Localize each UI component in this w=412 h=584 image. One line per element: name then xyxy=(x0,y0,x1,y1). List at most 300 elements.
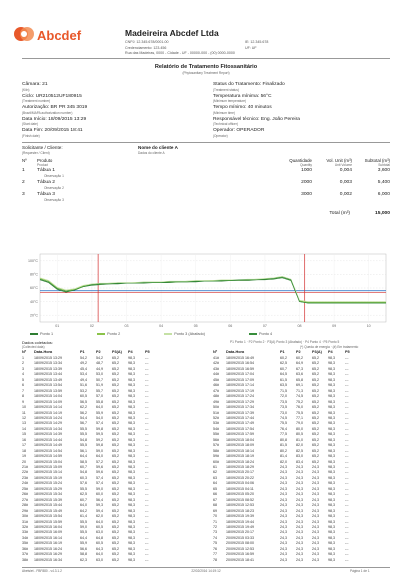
data-cell: 65,2 xyxy=(112,443,119,448)
data-cell: 98,3 xyxy=(328,470,335,475)
data-cell: 6 xyxy=(22,383,24,388)
data-cell: 18/09/2015 14:54 xyxy=(34,448,62,453)
data-cell: 46# xyxy=(213,383,219,388)
data-cell: 34# xyxy=(22,535,28,540)
product-header-subtotal: Subtotal (m³) xyxy=(364,158,390,163)
data-cell: 98,3 xyxy=(128,541,135,546)
data-cell: 18/09/2015 13:29 xyxy=(34,356,62,360)
x-tick-label: 04 xyxy=(159,324,164,328)
data-cell: 82,0 xyxy=(280,459,287,464)
data-cell: --- xyxy=(345,454,349,459)
data-cell: 56,5 xyxy=(80,399,87,404)
data-cell: 54,2 xyxy=(80,356,87,360)
data-cell: 98,3 xyxy=(328,492,335,497)
data-cell: 73 xyxy=(213,530,217,535)
brand-name: Abcdef xyxy=(37,28,82,43)
legend-swatch xyxy=(249,333,257,335)
data-cell: 24,3 xyxy=(312,492,319,497)
data-cell: 75,2 xyxy=(296,399,303,404)
x-tick-label: 02 xyxy=(89,324,94,328)
data-cell: 59,6 xyxy=(96,470,103,475)
data-cell: 62 xyxy=(213,470,217,475)
data-cell: --- xyxy=(345,399,349,404)
data-cell: 65,8 xyxy=(296,377,303,382)
data-cell: 24,3 xyxy=(312,514,319,519)
data-cell: 24,3 xyxy=(312,557,319,562)
footer-timestamp: 22/02/2016 14:19:12 xyxy=(191,569,221,573)
data-cell: 98,3 xyxy=(128,481,135,486)
data-cell: --- xyxy=(345,535,349,540)
data-cell: --- xyxy=(145,410,149,415)
data-cell: 18/09/2015 17:59 xyxy=(226,432,254,437)
data-cell: 18/09/2015 20:17 xyxy=(226,530,254,535)
data-cell: 98,3 xyxy=(328,383,335,388)
data-cell: 73,5 xyxy=(280,399,287,404)
data-cell: 24,3 xyxy=(296,465,303,469)
data-cell: 56# xyxy=(213,437,219,442)
data-cell: --- xyxy=(345,530,349,535)
data-cell: 65,2 xyxy=(312,454,319,459)
data-cell: 24,3 xyxy=(280,503,287,508)
data-cell: 98,3 xyxy=(128,394,135,399)
data-cell: 80,0 xyxy=(296,426,303,431)
data-cell: 63,6 xyxy=(296,372,303,377)
data-cell: 60,5 xyxy=(96,524,103,529)
product-obs: Observação 3 xyxy=(44,198,64,202)
data-header: P5 xyxy=(145,350,150,354)
data-cell: --- xyxy=(145,388,149,393)
data-cell: 98,3 xyxy=(328,437,335,442)
data-cell: 98,3 xyxy=(328,377,335,382)
data-cell: --- xyxy=(145,486,149,491)
data-cell: 98,3 xyxy=(328,432,335,437)
data-cell: 18/09/2015 17:44 xyxy=(226,415,254,420)
data-cell: --- xyxy=(345,514,349,519)
data-cell: 65,2 xyxy=(312,459,319,464)
data-cell: 18/09/2015 13:44 xyxy=(34,372,62,377)
legend-label: Ponto 3 (Abafado) xyxy=(174,332,206,336)
data-cell: 64,0 xyxy=(96,454,103,459)
data-cell: 98,3 xyxy=(128,535,135,540)
data-cell: 62,5 xyxy=(280,361,287,366)
data-cell: 24,3 xyxy=(312,524,319,529)
data-cell: 62,3 xyxy=(80,557,87,562)
data-cell: 24,3 xyxy=(296,535,303,540)
data-cell: --- xyxy=(145,356,149,360)
data-cell: 24,3 xyxy=(312,530,319,535)
data-cell: --- xyxy=(145,405,149,410)
data-cell: 65,2 xyxy=(112,475,119,480)
data-cell: 65,2 xyxy=(312,356,319,360)
data-cell: --- xyxy=(145,519,149,524)
data-cell: 83,4 xyxy=(296,459,303,464)
data-cell: 22# xyxy=(22,470,28,475)
data-cell: 45,4 xyxy=(80,366,87,371)
data-cell: 56,7 xyxy=(80,421,87,426)
data-cell: 98,3 xyxy=(128,530,135,535)
data-cell: --- xyxy=(145,366,149,371)
data-cell: 65,2 xyxy=(112,437,119,442)
data-cell: 18/09/2015 16:49 xyxy=(226,356,254,360)
data-cell: 55,9 xyxy=(80,541,87,546)
data-cell: 54# xyxy=(213,426,219,431)
product-header-unit: Vol. Unit (m³) xyxy=(326,158,352,163)
data-cell: 98,3 xyxy=(328,557,335,562)
data-cell: 65,2 xyxy=(112,546,119,551)
data-cell: 74 xyxy=(213,535,217,540)
info-right-sub: (Treatment status) xyxy=(213,87,239,92)
data-cell: 60,2 xyxy=(280,356,287,360)
info-left-label: Data Início: 18/09/2015 13:29 xyxy=(22,116,87,122)
product-unit-volume: 0,003 xyxy=(339,180,352,185)
data-cell: --- xyxy=(345,475,349,480)
data-cell: 98,3 xyxy=(328,454,335,459)
data-cell: 98,3 xyxy=(328,410,335,415)
data-cell: 80,2 xyxy=(280,448,287,453)
data-cell: 24,3 xyxy=(296,541,303,546)
info-left-sub: (Brazil/MAPA authorization number) xyxy=(22,110,73,115)
data-cell: 24,3 xyxy=(312,481,319,486)
data-cell: 65,2 xyxy=(312,415,319,420)
data-cell: 98,3 xyxy=(328,497,335,502)
data-header: P3(A) xyxy=(112,350,122,354)
data-cell: --- xyxy=(345,372,349,377)
data-cell: 24,3 xyxy=(280,514,287,519)
data-cell: 24,3 xyxy=(312,541,319,546)
data-legend-symbols: (*) Queda de energia · (#) Em tratamento xyxy=(300,344,359,349)
data-cell: 98,3 xyxy=(128,524,135,529)
data-cell: 18/09/2015 15:29 xyxy=(34,486,62,491)
product-subtotal: 5,400 xyxy=(377,180,390,185)
data-cell: 24,3 xyxy=(296,557,303,562)
data-cell: 76,0 xyxy=(296,405,303,410)
data-header: P4 xyxy=(128,350,133,354)
data-cell: 54,2 xyxy=(96,356,103,360)
data-cell: 98,3 xyxy=(128,415,135,420)
data-cell: --- xyxy=(345,426,349,431)
data-cell: 81,0 xyxy=(296,437,303,442)
data-cell: 55,7 xyxy=(96,388,103,393)
data-cell: 65,2 xyxy=(112,530,119,535)
data-header: P3(A) xyxy=(312,350,322,354)
data-cell: 64,0 xyxy=(96,405,103,410)
data-cell: 24,3 xyxy=(312,552,319,557)
product-obs: Observação 2 xyxy=(44,186,64,190)
data-cell: 98,3 xyxy=(128,421,135,426)
data-cell: 98,3 xyxy=(328,405,335,410)
data-cell: 12 xyxy=(22,415,26,420)
report-subtitle: (Phytosanitary Treatment Report) xyxy=(182,71,230,75)
data-cell: --- xyxy=(145,448,149,453)
data-cell: 65,2 xyxy=(112,377,119,382)
data-cell: --- xyxy=(145,432,149,437)
data-cell: 57# xyxy=(213,443,219,448)
data-cell: 98,3 xyxy=(128,388,135,393)
info-left-label: Ciclo: UR210512UF180915 xyxy=(22,93,82,99)
data-cell: 58# xyxy=(213,448,219,453)
legend-item xyxy=(164,332,205,336)
data-cell: 82,5 xyxy=(296,448,303,453)
data-cell: 74,5 xyxy=(296,394,303,399)
data-cell: 24,3 xyxy=(280,519,287,524)
data-cell: 44# xyxy=(213,372,219,377)
company-address: Rua das Madeiras, 0000 - Cidade - UF - 00000-000 - (00) 0000-0000 xyxy=(125,51,235,55)
data-cell: 78 xyxy=(213,557,217,562)
data-cell: --- xyxy=(145,383,149,388)
data-cell: 65,2 xyxy=(112,514,119,519)
data-cell: --- xyxy=(345,481,349,486)
data-cell: 64,0 xyxy=(96,519,103,524)
data-cell: 18/09/2015 20:22 xyxy=(226,475,254,480)
data-cell: 13 xyxy=(22,421,26,426)
data-cell: 24# xyxy=(22,481,28,486)
product-name: Tábua 1 xyxy=(37,168,55,173)
data-cell: 98,3 xyxy=(128,470,135,475)
data-cell: 18/09/2015 18:09 xyxy=(226,443,254,448)
data-cell: --- xyxy=(145,465,149,469)
data-cell: 18/09/2015 16:34 xyxy=(34,557,62,562)
data-cell: 24,3 xyxy=(296,546,303,551)
data-cell: 98,3 xyxy=(128,552,135,557)
product-unit-volume: 0,004 xyxy=(339,168,352,173)
data-cell: --- xyxy=(145,454,149,459)
data-cell: 63,0 xyxy=(96,530,103,535)
data-cell: 76,4 xyxy=(280,426,287,431)
x-tick-label: 05 xyxy=(193,324,198,328)
data-cell: 18/09/2015 14:09 xyxy=(34,399,62,404)
data-cell: 60,7 xyxy=(280,366,287,371)
data-cell: 98,3 xyxy=(328,421,335,426)
data-cell: 71,3 xyxy=(296,388,303,393)
data-cell: 98,3 xyxy=(328,394,335,399)
data-cell: 18/09/2015 17:54 xyxy=(226,426,254,431)
data-cell: 69 xyxy=(213,508,217,513)
data-header: P4 xyxy=(328,350,333,354)
data-cell: --- xyxy=(145,503,149,508)
data-cell: 65,2 xyxy=(312,443,319,448)
data-cell: 18/09/2015 15:19 xyxy=(34,475,62,480)
data-cell: --- xyxy=(345,557,349,562)
product-total-label: Total (m³) xyxy=(329,211,350,216)
client-label-sub: (Requester / Client) xyxy=(22,150,50,155)
data-cell: 20 xyxy=(22,459,26,464)
data-cell: --- xyxy=(345,443,349,448)
data-cell: 8 xyxy=(22,394,24,399)
data-cell: 98,3 xyxy=(328,519,335,524)
data-cell: 18/09/2015 16:09 xyxy=(34,530,62,535)
data-cell: 61 xyxy=(213,465,217,469)
data-cell: 57,0 xyxy=(96,394,103,399)
data-cell: 98,3 xyxy=(328,481,335,486)
data-cell: --- xyxy=(345,383,349,388)
data-cell: 98,3 xyxy=(128,454,135,459)
data-cell: 66 xyxy=(213,492,217,497)
data-cell: 24,3 xyxy=(296,470,303,475)
legend-label: Ponto 2 xyxy=(107,332,121,336)
data-caption-sub: (Collected data) xyxy=(22,344,45,349)
data-cell: 56,4 xyxy=(96,497,103,502)
data-cell: --- xyxy=(145,508,149,513)
data-cell: 18/09/2015 17:04 xyxy=(226,372,254,377)
data-cell: 18 xyxy=(22,448,26,453)
data-cell: 75,5 xyxy=(280,421,287,426)
data-cell: 32# xyxy=(22,524,28,529)
data-cell: 65,2 xyxy=(112,465,119,469)
data-cell: 54,8 xyxy=(80,470,87,475)
data-header: Data-Hora xyxy=(226,350,245,354)
data-cell: 60# xyxy=(213,459,219,464)
data-cell: 65,2 xyxy=(112,481,119,486)
info-left-label: Autorização: BR PR 345 3019 xyxy=(22,105,88,110)
data-cell: 64,4 xyxy=(80,454,87,459)
client-name: Nome do cliente A xyxy=(138,145,178,150)
data-cell: --- xyxy=(145,530,149,535)
data-cell: 59,4 xyxy=(96,508,103,513)
data-cell: 28# xyxy=(22,503,28,508)
data-cell: 65,2 xyxy=(112,394,119,399)
data-cell: 18/09/2015 14:19 xyxy=(34,410,62,415)
data-cell: 65,2 xyxy=(312,372,319,377)
data-cell: 98,3 xyxy=(328,399,335,404)
data-cell: --- xyxy=(345,524,349,529)
data-cell: 59,0 xyxy=(96,448,103,453)
company-uf: UF: UF xyxy=(245,45,257,50)
legend-swatch xyxy=(97,333,105,335)
data-cell: 67 xyxy=(213,497,217,502)
data-cell: 57,4 xyxy=(96,481,103,486)
product-num: 3 xyxy=(22,192,25,197)
data-cell: --- xyxy=(345,503,349,508)
data-cell: 24,3 xyxy=(312,465,319,469)
data-cell: 50# xyxy=(213,405,219,410)
data-cell: 65,2 xyxy=(312,432,319,437)
data-cell: 44,9 xyxy=(96,366,103,371)
data-cell: 65,2 xyxy=(112,486,119,491)
data-cell: 67,3 xyxy=(296,366,303,371)
data-cell: 18/09/2015 19:39 xyxy=(226,514,254,519)
data-cell: 18/09/2015 15:59 xyxy=(34,519,62,524)
data-cell: 37# xyxy=(22,552,28,557)
data-cell: 24,3 xyxy=(280,470,287,475)
data-cell: 24,3 xyxy=(312,470,319,475)
data-header: Data-Hora xyxy=(34,350,53,354)
x-tick-label: 03 xyxy=(124,324,129,328)
data-cell: 5 xyxy=(22,377,24,382)
data-cell: 70 xyxy=(213,514,217,519)
legend-item xyxy=(97,332,120,336)
data-cell: 65,2 xyxy=(312,388,319,393)
data-cell: 18/09/2015 16:14 xyxy=(34,535,62,540)
data-cell: 63,0 xyxy=(96,557,103,562)
data-cell: 55,9 xyxy=(96,410,103,415)
data-cell: 2 xyxy=(22,361,24,366)
data-cell: 54,8 xyxy=(80,437,87,442)
data-cell: 64,9 xyxy=(296,361,303,366)
data-cell: 10 xyxy=(22,405,26,410)
data-cell: 77,5 xyxy=(280,432,287,437)
data-cell: 65,2 xyxy=(112,366,119,371)
data-cell: 65,2 xyxy=(112,557,119,562)
data-cell: 3 xyxy=(22,366,24,371)
data-cell: 65,2 xyxy=(312,361,319,366)
data-cell: 98,3 xyxy=(328,415,335,420)
data-cell: 18/09/2015 13:49 xyxy=(34,377,62,382)
data-cell: 64 xyxy=(213,481,217,486)
data-cell: --- xyxy=(345,465,349,469)
data-cell: 24,3 xyxy=(312,475,319,480)
data-cell: 51# xyxy=(213,410,219,415)
product-qty: 2000 xyxy=(301,180,312,185)
data-cell: 49,2 xyxy=(80,361,87,366)
data-cell: 80,8 xyxy=(280,437,287,442)
data-cell: 18/09/2015 13:59 xyxy=(34,388,62,393)
data-cell: 20/09/2015 16:59 xyxy=(226,552,254,557)
data-cell: 14 xyxy=(22,426,26,431)
data-cell: --- xyxy=(345,448,349,453)
client-label: Solicitante / Cliente: xyxy=(22,145,63,150)
data-cell: 60,0 xyxy=(96,492,103,497)
data-cell: 59,3 xyxy=(96,503,103,508)
info-right-sub: (Technical officer) xyxy=(213,122,238,127)
data-cell: 17 xyxy=(22,443,26,448)
info-left-sub: (Start date) xyxy=(22,122,38,127)
data-cell: 64,2 xyxy=(80,508,87,513)
data-cell: 24,3 xyxy=(280,535,287,540)
data-cell: 48,7 xyxy=(96,361,103,366)
data-cell: 35# xyxy=(22,541,28,546)
data-cell: 65,2 xyxy=(112,535,119,540)
product-qty: 3000 xyxy=(301,192,312,197)
product-subtotal: 3,600 xyxy=(377,168,390,173)
product-num: 2 xyxy=(22,180,25,185)
data-cell: 98,3 xyxy=(328,486,335,491)
y-tick-label: 60°C xyxy=(29,286,38,291)
product-header-num: Nº xyxy=(22,158,27,163)
data-cell: --- xyxy=(145,497,149,502)
data-cell: 72 xyxy=(213,524,217,529)
data-cell: --- xyxy=(145,361,149,366)
product-header-subtotal-sub: Subtotal xyxy=(378,163,390,167)
data-cell: 18/09/2015 13:54 xyxy=(34,383,62,388)
y-tick-label: 100°C xyxy=(27,259,38,263)
data-cell: 73,5 xyxy=(280,405,287,410)
data-cell: 53# xyxy=(213,421,219,426)
data-cell: 55,8 xyxy=(96,399,103,404)
data-cell: 24,3 xyxy=(280,481,287,486)
data-cell: --- xyxy=(345,356,349,360)
data-cell: --- xyxy=(345,546,349,551)
data-cell: 18/09/2015 17:09 xyxy=(226,377,254,382)
data-cell: 18/09/2015 20:17 xyxy=(226,470,254,475)
data-cell: --- xyxy=(145,546,149,551)
data-cell: 60,5 xyxy=(96,541,103,546)
data-cell: 65,2 xyxy=(112,361,119,366)
info-left-label: Câmara: 21 xyxy=(22,82,48,87)
data-cell: 20/09/2015 12:53 xyxy=(226,546,254,551)
data-cell: 18/09/2015 14:14 xyxy=(34,405,62,410)
data-cell: 49,4 xyxy=(80,377,87,382)
data-cell: 65,2 xyxy=(112,541,119,546)
data-cell: 74,5 xyxy=(280,415,287,420)
data-header: P2 xyxy=(96,350,101,354)
data-cell: 24,3 xyxy=(312,519,319,524)
info-left-sub: (Treatment number) xyxy=(22,99,51,104)
data-header: P1 xyxy=(80,350,85,354)
data-cell: 65,2 xyxy=(112,552,119,557)
data-header: P2 xyxy=(296,350,301,354)
company-name: Madeireira Abcdef Ltda xyxy=(125,28,219,38)
data-cell: 98,3 xyxy=(328,356,335,360)
